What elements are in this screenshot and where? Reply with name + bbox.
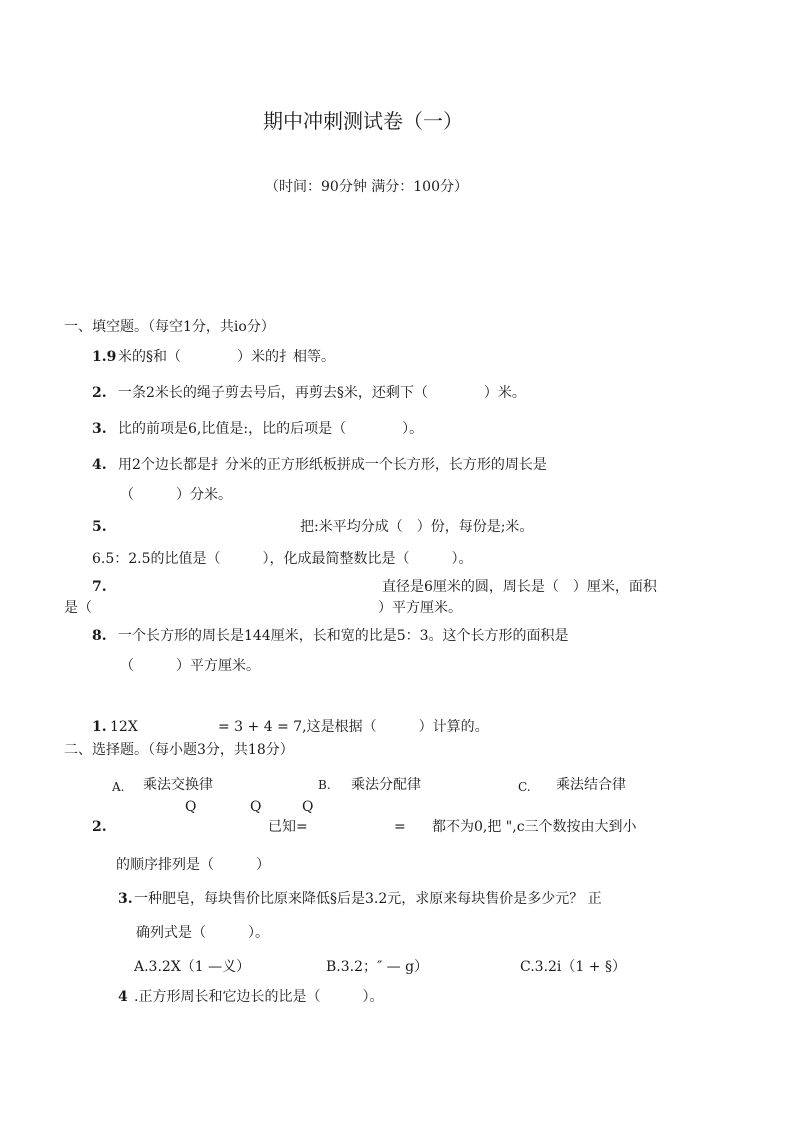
q1-number: 1.9 (92, 349, 117, 365)
q4-number: 4. (92, 457, 107, 473)
extra-number: 1. (92, 719, 107, 735)
q3-text: 比的前项是6,比值是:，比的后项是（ ）。 (118, 421, 424, 437)
q7-number: 7. (92, 579, 107, 595)
q7-text: 直径是6厘米的圆，周长是（ ）厘米，面积 (382, 579, 657, 595)
q6-text: 6.5：2.5的比值是（ ），化成最简整数比是（ ）。 (92, 551, 473, 567)
q2-number: 2. (92, 385, 107, 401)
option-b-label: B. (318, 778, 331, 792)
s2-q2-continuation: 的顺序排列是（ ） (116, 857, 270, 873)
q7-continuation-a: 是（ (64, 600, 92, 616)
q1-text: 米的§和（ ）米的扌相等。 (118, 349, 335, 365)
q-mark: Q (250, 799, 262, 815)
s2-q3-continuation: 确列式是（ ）。 (136, 925, 269, 941)
q2-text: 一条2米长的绳子剪去号后，再剪去§米，还剩下（ ）米。 (118, 385, 526, 401)
q8-continuation: （ ）平方厘米。 (120, 658, 260, 674)
q4-text: 用2个边长都是扌分米的正方形纸板拼成一个长方形，长方形的周长是 (118, 457, 547, 473)
option-b-text: 乘法分配律 (351, 777, 421, 793)
extra-text-b: = 3 + 4 = 7,这是根据（ ）计算的。 (218, 719, 489, 735)
q-mark: Q (302, 799, 314, 815)
q5-text: 把:米平均分成（ ）份，每份是;米。 (300, 519, 534, 535)
s2-q2-text-a: 已知= (268, 819, 308, 835)
option-a-text: 乘法交换律 (143, 777, 213, 793)
q3-number: 3. (92, 421, 107, 437)
q-mark: Q (185, 799, 197, 815)
s2-q2-equals: = (394, 819, 406, 835)
s2-q3-option-b: B.3.2；″ — g） (326, 959, 429, 975)
s2-q4-number: 4 (118, 989, 128, 1005)
option-c-text: 乘法结合律 (556, 777, 626, 793)
s2-q2-number: 2. (92, 819, 107, 835)
s2-q3-text: 一种肥皂，每块售价比原来降低§后是3.2元，求原来每块售价是多少元？ 正 (134, 891, 602, 907)
s2-q3-option-c: C.3.2i（1 + §） (520, 959, 626, 975)
page-subtitle: （时间：90分钟 满分：100分） (265, 179, 468, 195)
option-c-label: C. (518, 780, 531, 794)
section2-heading: 二、选择题。（每小题3分，共18分） (64, 742, 294, 758)
q4-continuation: （ ）分米。 (120, 487, 232, 503)
q7-continuation-b: ）平方厘米。 (378, 600, 462, 616)
s2-q3-option-a: A.3.2X（1 —义） (134, 959, 251, 975)
option-a-label: A. (112, 780, 125, 794)
page-title: 期中冲刺测试卷（一） (263, 109, 463, 133)
s2-q3-number: 3. (118, 891, 133, 907)
extra-text-a: 12X (110, 719, 138, 735)
section1-heading: 一、填空题。（每空1分，共io分） (64, 319, 275, 335)
q8-text: 一个长方形的周长是144厘米，长和宽的比是5：3。这个长方形的面积是 (118, 628, 569, 644)
s2-q2-text-b: 都不为0,把 ",c三个数按由大到小 (432, 819, 637, 835)
s2-q4-text: .正方形周长和它边长的比是（ ）。 (134, 989, 384, 1005)
q8-number: 8. (92, 628, 107, 644)
q5-number: 5. (92, 519, 107, 535)
